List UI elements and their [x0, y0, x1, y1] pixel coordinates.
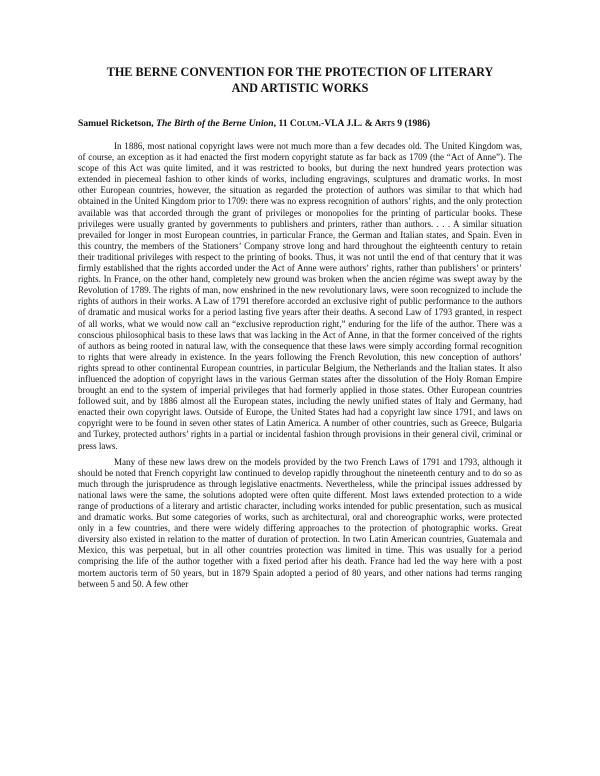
citation [78, 118, 522, 130]
paragraph-1 [78, 141, 522, 452]
paragraph-2 [78, 457, 522, 590]
citation-volume: , 11 [273, 118, 290, 129]
paragraph-text: In 1886, most national copyright laws were not much more than a few decades old. The United Kingdom was, of course, an exception as it had enacted the first modern copyright statute as far back as 1709 (the “Act of Anne”). The scope of this Act was quite limited, and it was restricted to books, but during the next hundred years protection was extended in piecemeal fashion to other kinds of works, including engravings, sculptures and dramatic works. In most other European countries, however, the situation as regarded the protection of authors was similar to that which had obtained in the United Kingdom prior to 1709: there was no express recognition of authors’ rights, and the only protection available was that accorded through the grant of privileges or monopolies for the printing of particular books. These privileges were usually granted by governments to publishers and printers, rather than authors. . . . A similar situation prevailed for longer in most European countries, in particular France, the German and Italian states, and Spain. Even in this country, the members of the Stationers’ Company strove long and hard throughout the eighteenth century to retain their traditional privileges with respect to the printing of books. Thus, it was not until the end of that century that it was firmly established that the rights accorded under the Act of Anne were authors’ rights, rather than publishers’ or printers’ rights. In France, on the other hand, completely new ground was broken when the ancien régime was swept away by the Revolution of 1789. The rights of man, now enshrined in the new revolutionary laws, were soon recognized to include the rights of authors in their works. A Law of 1791 therefore accorded an exclusive right of public performance to the authors of dramatic and musical works for a period lasting five years after their deaths. A second Law of 1793 granted, in respect of all works, what we would now call an “exclusive reproduction right,” enduring for the life of the author. There was a conscious philosophical basis to these laws that was lacking in the Act of Anne, in that the former conceived of the rights of authors as being rooted in natural law, with the consequence that these laws were simply according formal recognition to rights that were already in existence. In the years following the French Revolution, this new conception of authors’ rights spread to other continental European countries, in particular Belgium, the Netherlands and the Italian states. It also influenced the adoption of copyright laws in the various German states after the dissolution of the Holy Roman Empire brought an end to the system of imperial privileges that had formerly applied in those states. Other European countries followed suit, and by 1886 almost all the European states, including the newly unified states of Italy and Germany, had enacted their own copyright laws. Outside of Europe, the United States had had a copyright law since 1791, and laws on copyright were to be found in seven other states of Latin America. A number of other countries, such as Greece, Bulgaria and Turkey, protected authors’ rights in a partial or incidental fashion through provisions in their general civil, criminal or press laws. [78, 141, 522, 451]
title-line-2: AND ARTISTIC WORKS [231, 81, 369, 95]
citation-journal: Colum.-VLA J.L. & Arts [289, 118, 395, 129]
citation-author: Samuel Ricketson, [78, 118, 157, 129]
citation-pages: 9 (1986) [394, 118, 431, 129]
citation-work: The Birth of the Berne Union [156, 118, 274, 129]
document-page [78, 64, 522, 595]
title-line-1: THE BERNE CONVENTION FOR THE PROTECTION OF LITERARY [106, 65, 494, 79]
document-title [78, 64, 522, 96]
paragraph-text: Many of these new laws drew on the models provided by the two French Laws of 1791 and 1793, although it should be noted that French copyright law continued to develop rapidly throughout the nineteenth century and to do so as much through the jurisprudence as through legislative enactments. Nevertheless, while the principal issues addressed by national laws were the same, the solutions adopted were often quite different. Most laws extended protection to a wide range of productions of a literary and artistic character, including works intended for public presentation, such as musical and dramatic works. But some categories of works, such as architectural, oral and choreographic works, were protected only in a few countries, and there were widely differing approaches to the protection of photographic works. Great diversity also existed in relation to the matter of duration of protection. In two Latin American countries, Guatemala and Mexico, this was perpetual, but in all other countries protection was limited in time. This was usually for a period comprising the life of the author together with a fixed period after his death. France had led the way here with a post mortem auctoris term of 50 years, but in 1879 Spain adopted a period of 80 years, and other nations had terms ranging between 5 and 50. A few other [78, 456, 522, 589]
